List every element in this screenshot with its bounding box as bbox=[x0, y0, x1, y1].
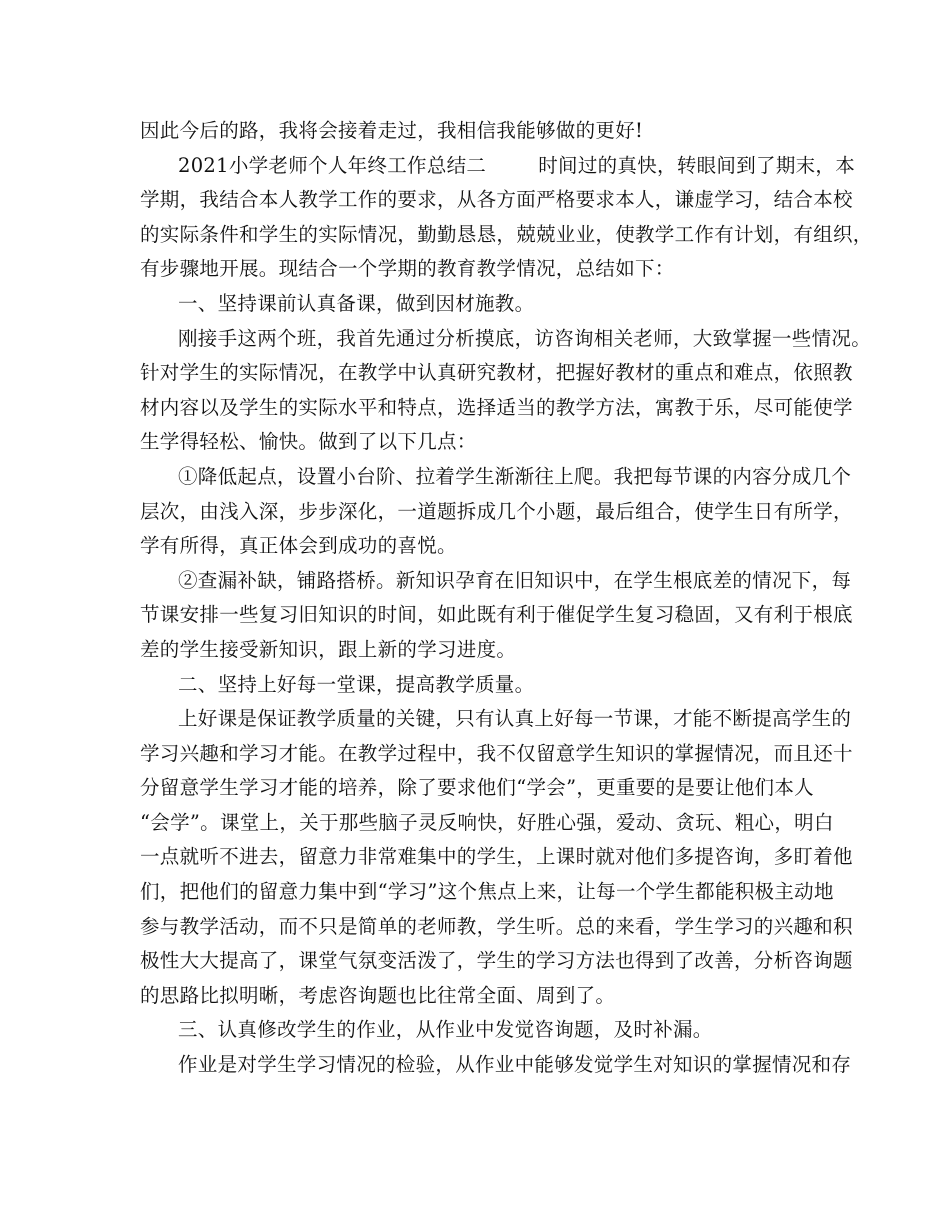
paragraph-text: 时间过的真快，转眼间到了期末，本 bbox=[538, 153, 856, 177]
section-heading: 一、坚持课前认真备课，做到因材施教。 bbox=[178, 291, 535, 315]
paragraph-line: 学有所得，真正体会到成功的喜悦。 bbox=[140, 534, 457, 558]
paragraph-line: 生学得轻松、愉快。做到了以下几点： bbox=[140, 430, 477, 454]
paragraph-line bbox=[140, 149, 856, 184]
paragraph-line: 材内容以及学生的实际水平和特点，选择适当的教学方法，寓教于乐，尽可能使学 bbox=[140, 395, 853, 419]
paragraph-line: 分留意学生学习才能的培养，除了要求他们“学会”，更重要的是要让他们本人 bbox=[140, 776, 814, 800]
paragraph-line: 极性大大提高了，课堂气氛变活泼了，学生的学习方法也得到了改善，分析咨询题 bbox=[140, 949, 853, 973]
paragraph-line: 针对学生的实际情况，在教学中认真研究教材，把握好教材的重点和难点，依照教 bbox=[140, 361, 853, 385]
paragraph-line: 有步骤地开展。现结合一个学期的教育教学情况，总结如下： bbox=[140, 257, 675, 281]
paragraph-line: 刚接手这两个班，我首先通过分析摸底，访咨询相关老师，大致掌握一些情况。 bbox=[178, 326, 872, 350]
paragraph-line: ①降低起点，设置小台阶、拉着学生渐渐往上爬。我把每节课的内容分成几个 bbox=[178, 464, 852, 488]
section-heading: 三、认真修改学生的作业，从作业中发觉咨询题，及时补漏。 bbox=[178, 1018, 713, 1042]
paragraph-line: 差的学生接受新知识，跟上新的学习进度。 bbox=[140, 637, 517, 661]
section-heading: 二、坚持上好每一堂课，提高教学质量。 bbox=[178, 672, 535, 696]
section-title: 2021小学老师个人年终工作总结二 bbox=[178, 153, 487, 177]
paragraph-line: 因此今后的路，我将会接着走过，我相信我能够做的更好! bbox=[140, 119, 644, 142]
paragraph-line: 作业是对学生学习情况的检验，从作业中能够发觉学生对知识的掌握情况和存 bbox=[178, 1053, 852, 1077]
document-body bbox=[140, 114, 873, 1083]
paragraph-line: 参与教学活动，而不只是简单的老师教，学生听。总的来看，学生学习的兴趣和积 bbox=[140, 914, 853, 938]
paragraph-line: ②查漏补缺，铺路搭桥。新知识孕育在旧知识中，在学生根底差的情况下，每 bbox=[178, 568, 852, 592]
paragraph-line: 上好课是保证教学质量的关键，只有认真上好每一节课，才能不断提高学生的 bbox=[178, 707, 852, 731]
paragraph-line: 一点就听不进去，留意力非常难集中的学生，上课时就对他们多提咨询，多盯着他 bbox=[140, 845, 853, 869]
paragraph-line: 们，把他们的留意力集中到“学习”这个焦点上来，让每一个学生都能积极主动地 bbox=[140, 880, 834, 904]
paragraph-line: 层次，由浅入深，步步深化，一道题拆成几个小题，最后组合，使学生日有所学， bbox=[140, 499, 853, 523]
paragraph-line: 学期，我结合本人教学工作的要求，从各方面严格要求本人，谦虚学习，结合本校 bbox=[140, 188, 853, 212]
paragraph-line: 学习兴趣和学习才能。在教学过程中，我不仅留意学生知识的掌握情况，而且还十 bbox=[140, 741, 853, 765]
paragraph-line: “会学”。课堂上，关于那些脑子灵反响快，好胜心强，爱动、贪玩、粗心，明白 bbox=[140, 810, 834, 834]
paragraph-line: 的实际条件和学生的实际情况，勤勤恳恳，兢兢业业，使教学工作有计划，有组织， bbox=[140, 222, 873, 246]
paragraph-line: 节课安排一些复习旧知识的时间，如此既有利于催促学生复习稳固，又有利于根底 bbox=[140, 603, 853, 627]
paragraph-line: 的思路比拟明晰，考虑咨询题也比往常全面、周到了。 bbox=[140, 983, 616, 1007]
